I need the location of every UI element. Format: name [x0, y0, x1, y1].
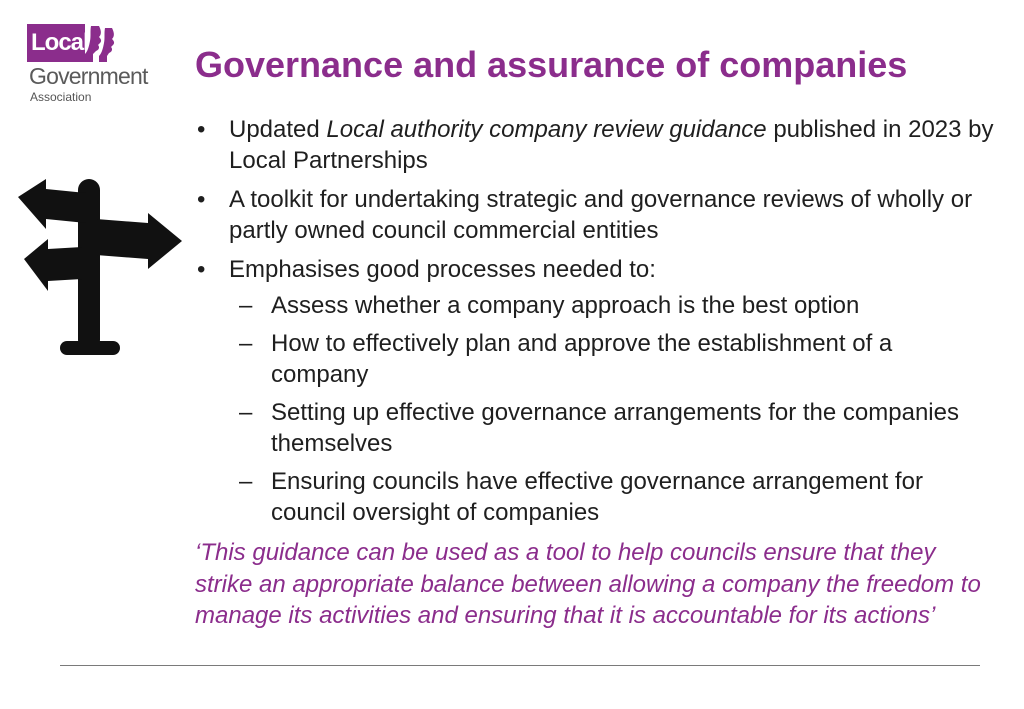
- dash-marker: –: [239, 330, 253, 357]
- sub-bullet-item: [229, 290, 995, 321]
- logo-local-text: Local: [31, 29, 89, 56]
- sub-bullet-text: Setting up effective governance arrangements for the companies themselves: [271, 399, 959, 457]
- footer-divider: [60, 665, 980, 666]
- bullet-marker: •: [197, 116, 206, 143]
- logo-association-text: Association: [30, 90, 92, 104]
- page-title: Governance and assurance of companies: [195, 44, 908, 85]
- bullet-text: A toolkit for undertaking strategic and governance reviews of wholly or partly owned council commercial entities: [229, 186, 973, 244]
- bullet-item-toolkit: [195, 184, 995, 246]
- guidance-quote: ‘This guidance can be used as a tool to help councils ensure that they strike an appropriate balance between allowing a company the freedom to manage its activities and ensuring that it is accountable for its actions’: [195, 539, 981, 629]
- logo-local-box: [27, 24, 89, 62]
- bullet-list: [195, 114, 995, 528]
- content: [195, 114, 995, 629]
- dash-marker: –: [239, 468, 253, 495]
- bullet-marker: •: [197, 186, 206, 213]
- bullet-suffix: published in 2023 by Local Partnerships: [229, 116, 994, 174]
- sub-bullet-text: Assess whether a company approach is the best option: [271, 292, 860, 319]
- signpost-icon: [16, 175, 184, 360]
- sub-bullet-item: [229, 328, 995, 390]
- sub-bullet-text: Ensuring councils have effective governance arrangement for council oversight of companies: [271, 468, 923, 526]
- sub-bullet-text: How to effectively plan and approve the establishment of a company: [271, 330, 893, 388]
- bullet-text: Emphasises good processes needed to:: [229, 256, 656, 283]
- sub-bullet-list: [229, 290, 995, 528]
- dash-marker: –: [239, 292, 253, 319]
- logo-faces-icon: [85, 24, 123, 62]
- sub-bullet-item: [229, 466, 995, 528]
- bullet-item-guidance: [195, 114, 995, 176]
- bullet-marker: •: [197, 256, 206, 283]
- dash-marker: –: [239, 399, 253, 426]
- guidance-title: Local authority company review guidance: [326, 116, 767, 143]
- logo-government-text: Government: [29, 63, 148, 89]
- lga-logo: [27, 24, 167, 106]
- bullet-item-processes: [195, 254, 995, 528]
- bullet-prefix: Updated: [229, 116, 327, 143]
- sub-bullet-item: [229, 397, 995, 459]
